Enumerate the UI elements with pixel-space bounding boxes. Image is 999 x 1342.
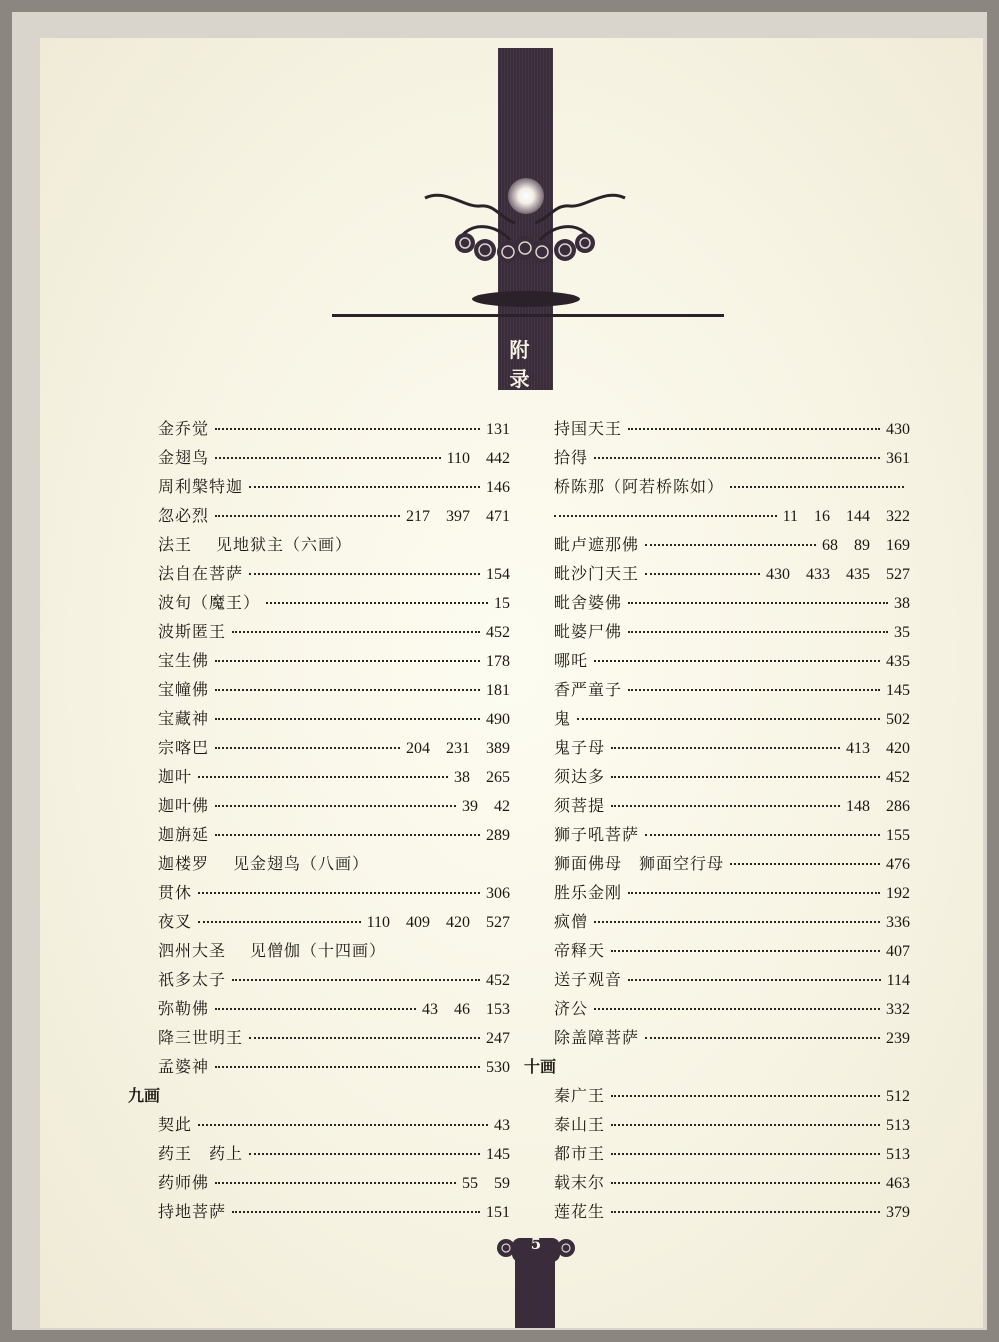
- dot-leader: [611, 950, 880, 952]
- dot-leader: [232, 1211, 480, 1213]
- dot-leader: [198, 776, 448, 778]
- dot-leader: [611, 747, 840, 749]
- entry-term: 载末尔: [554, 1173, 606, 1192]
- entry-page-numbers: 247: [486, 1030, 510, 1047]
- entry-term: 莲花生: [554, 1202, 606, 1221]
- index-entry: [158, 793, 510, 822]
- index-entry: [554, 822, 910, 851]
- entry-term: 毗卢遮那佛: [554, 535, 640, 554]
- entry-term: 桥陈那（阿若桥陈如）: [554, 477, 725, 496]
- entry-page-numbers: 490: [486, 711, 510, 728]
- entry-term: 毗舍婆佛: [554, 593, 623, 612]
- index-entry: [554, 1025, 910, 1054]
- entry-term: 秦广王: [554, 1086, 606, 1105]
- dot-leader: [594, 1008, 880, 1010]
- entry-page-numbers: 155: [886, 827, 910, 844]
- entry-term: 金翅鸟: [158, 448, 210, 467]
- entry-term: 泰山王: [554, 1115, 606, 1134]
- dot-leader: [611, 1182, 880, 1184]
- entry-page-numbers: 43 46 153: [421, 1001, 510, 1018]
- index-entry: [554, 648, 910, 677]
- index-entry: [158, 416, 510, 445]
- index-entry: [554, 880, 910, 909]
- index-entry: [554, 764, 910, 793]
- entry-page-numbers: 38 265: [453, 769, 510, 786]
- index-entry: [554, 561, 910, 590]
- entry-term: 鬼: [554, 709, 572, 728]
- entry-page-numbers: 39 42: [461, 798, 510, 815]
- entry-page-numbers: 145: [486, 1146, 510, 1163]
- entry-term: 帝释天: [554, 941, 606, 960]
- entry-page-numbers: 530: [486, 1059, 510, 1076]
- index-entry: [158, 445, 510, 474]
- entry-term: 送子观音: [554, 970, 623, 989]
- index-entry: [158, 532, 510, 561]
- dot-leader: [215, 428, 480, 430]
- index-entry: [554, 503, 910, 532]
- index-entry: [554, 735, 910, 764]
- entry-term: 宗喀巴: [158, 738, 210, 757]
- entry-page-numbers: 15: [494, 595, 510, 612]
- index-entry: [158, 1025, 510, 1054]
- dot-leader: [594, 921, 880, 923]
- dot-leader: [730, 863, 880, 865]
- index-column-right: [524, 416, 910, 1228]
- index-entry: [158, 1199, 510, 1228]
- dot-leader: [628, 631, 888, 633]
- entry-page-numbers: 131: [486, 421, 510, 438]
- entry-page-numbers: 178: [486, 653, 510, 670]
- entry-page-numbers: 151: [486, 1204, 510, 1221]
- page-number: 5: [530, 1235, 542, 1253]
- index-entry: [554, 445, 910, 474]
- entry-term: 契此: [158, 1115, 193, 1134]
- entry-term: 泗州大圣: [158, 941, 227, 960]
- entry-cross-reference: 见金翅鸟（八画）: [233, 854, 370, 873]
- entry-page-numbers: 430 433 435 527: [765, 566, 910, 583]
- entry-page-numbers: 43: [494, 1117, 510, 1134]
- entry-page-numbers: 146: [486, 479, 510, 496]
- entry-page-numbers: 379: [886, 1204, 910, 1221]
- entry-cross-reference: 见地狱主（六画）: [216, 535, 353, 554]
- entry-term: 持地菩萨: [158, 1202, 227, 1221]
- entry-page-numbers: 192: [886, 885, 910, 902]
- index-entry: [158, 909, 510, 938]
- index-entry: [554, 1083, 910, 1112]
- dot-leader: [249, 573, 480, 575]
- entry-page-numbers: 513: [886, 1117, 910, 1134]
- section-heading: 九画: [128, 1086, 161, 1105]
- index-entry: [554, 851, 910, 880]
- entry-term: 狮子吼菩萨: [554, 825, 640, 844]
- entry-term: 拾得: [554, 448, 589, 467]
- entry-term: 弥勒佛: [158, 999, 210, 1018]
- index-entry: [554, 938, 910, 967]
- page-title: 附录: [509, 338, 542, 391]
- entry-page-numbers: 452: [886, 769, 910, 786]
- dot-leader: [249, 1153, 480, 1155]
- index-entry: [158, 648, 510, 677]
- entry-page-numbers: 435: [886, 653, 910, 670]
- dot-leader: [611, 1211, 880, 1213]
- dot-leader: [215, 1182, 456, 1184]
- dot-leader: [232, 979, 480, 981]
- book-page: [40, 38, 983, 1328]
- entry-page-numbers: 204 231 389: [405, 740, 510, 757]
- dot-leader: [249, 486, 480, 488]
- entry-term: 都市王: [554, 1144, 606, 1163]
- entry-term: 须菩提: [554, 796, 606, 815]
- index-entry: [158, 619, 510, 648]
- entry-page-numbers: 336: [886, 914, 910, 931]
- index-entry: [554, 706, 910, 735]
- index-entry: [158, 880, 510, 909]
- dot-leader: [611, 1124, 880, 1126]
- entry-term: 毗沙门天王: [554, 564, 640, 583]
- entry-term: 孟婆神: [158, 1057, 210, 1076]
- entry-page-numbers: 55 59: [461, 1175, 510, 1192]
- dot-leader: [198, 1124, 488, 1126]
- index-entry: [554, 1112, 910, 1141]
- entry-page-numbers: 513: [886, 1146, 910, 1163]
- entry-term: 迦叶佛: [158, 796, 210, 815]
- entry-page-numbers: 289: [486, 827, 510, 844]
- index-entry: [158, 967, 510, 996]
- pearl-icon: [508, 178, 544, 214]
- index-entry: [158, 677, 510, 706]
- entry-term: 济公: [554, 999, 589, 1018]
- entry-term: 胜乐金刚: [554, 883, 623, 902]
- dot-leader: [215, 1008, 416, 1010]
- index-entry: [554, 1141, 910, 1170]
- index-entry: [554, 619, 910, 648]
- entry-term: 夜叉: [158, 912, 193, 931]
- index-entry: [554, 996, 910, 1025]
- dot-leader: [215, 834, 480, 836]
- index-entry: [158, 561, 510, 590]
- dot-leader: [611, 776, 880, 778]
- entry-term: 除盖障菩萨: [554, 1028, 640, 1047]
- entry-page-numbers: 306: [486, 885, 510, 902]
- entry-term: 宝藏神: [158, 709, 210, 728]
- pillar-ring: [472, 291, 580, 307]
- dot-leader: [628, 428, 880, 430]
- index-entry: [158, 938, 510, 967]
- dot-leader: [266, 602, 488, 604]
- entry-term: 迦叶: [158, 767, 193, 786]
- entry-term: 狮面佛母 狮面空行母: [554, 854, 725, 873]
- index-entry: [158, 1170, 510, 1199]
- dot-leader: [730, 486, 904, 488]
- entry-term: 迦楼罗: [158, 854, 210, 873]
- entry-term: 香严童子: [554, 680, 623, 699]
- dot-leader: [611, 1095, 880, 1097]
- page-frame: [12, 12, 987, 1330]
- index-entry: [554, 416, 910, 445]
- entry-page-numbers: 413 420: [845, 740, 910, 757]
- dot-leader: [611, 1153, 880, 1155]
- index-column-left: [128, 416, 510, 1228]
- index-entry: [158, 503, 510, 532]
- entry-page-numbers: 154: [486, 566, 510, 583]
- entry-term: 宝幢佛: [158, 680, 210, 699]
- entry-page-numbers: 502: [886, 711, 910, 728]
- entry-page-numbers: 361: [886, 450, 910, 467]
- section-heading: 十画: [524, 1057, 557, 1076]
- index-entry: [158, 590, 510, 619]
- index-entry: [554, 1170, 910, 1199]
- entry-term: 须达多: [554, 767, 606, 786]
- index-entry: [554, 793, 910, 822]
- entry-term: 鬼子母: [554, 738, 606, 757]
- entry-page-numbers: 68 89 169: [821, 537, 910, 554]
- index-entry: [158, 474, 510, 503]
- entry-page-numbers: 217 397 471: [405, 508, 510, 525]
- entry-term: 金乔觉: [158, 419, 210, 438]
- entry-term: 波斯匿王: [158, 622, 227, 641]
- entry-page-numbers: 35: [894, 624, 910, 641]
- index-entry: [158, 851, 510, 880]
- entry-term: 毗婆尸佛: [554, 622, 623, 641]
- index-entry: [554, 967, 910, 996]
- entry-page-numbers: 332: [886, 1001, 910, 1018]
- entry-term: 药师佛: [158, 1173, 210, 1192]
- entry-term: 忽必烈: [158, 506, 210, 525]
- entry-page-numbers: 430: [886, 421, 910, 438]
- dot-leader: [215, 660, 480, 662]
- entry-page-numbers: 452: [486, 624, 510, 641]
- entry-term: 祇多太子: [158, 970, 227, 989]
- index-entry: [158, 1054, 510, 1083]
- entry-term: 贯休: [158, 883, 193, 902]
- dot-leader: [577, 718, 880, 720]
- dot-leader: [628, 892, 880, 894]
- entry-cross-reference: 见僧伽（十四画）: [250, 941, 387, 960]
- entry-page-numbers: 145: [886, 682, 910, 699]
- entry-page-numbers: 239: [886, 1030, 910, 1047]
- entry-page-numbers: 452: [486, 972, 510, 989]
- dot-leader: [215, 805, 456, 807]
- entry-term: 疯僧: [554, 912, 589, 931]
- dot-leader: [215, 1066, 480, 1068]
- entry-page-numbers: 110 409 420 527: [366, 914, 510, 931]
- entry-page-numbers: 181: [486, 682, 510, 699]
- entry-page-numbers: 148 286: [845, 798, 910, 815]
- dot-leader: [628, 602, 888, 604]
- index-entry: [554, 1199, 910, 1228]
- dot-leader: [594, 660, 880, 662]
- index-entry: [158, 996, 510, 1025]
- dot-leader: [215, 457, 441, 459]
- index-entry: [554, 590, 910, 619]
- dot-leader: [215, 689, 480, 691]
- entry-term: 法王: [158, 535, 193, 554]
- index-entry: [158, 735, 510, 764]
- dot-leader: [198, 892, 480, 894]
- index-entry: [554, 677, 910, 706]
- index-entry: [158, 1112, 510, 1141]
- entry-term: 迦旃延: [158, 825, 210, 844]
- entry-term: 降三世明王: [158, 1028, 244, 1047]
- dot-leader: [198, 921, 361, 923]
- index-entry: [554, 909, 910, 938]
- entry-term: 持国天王: [554, 419, 623, 438]
- entry-page-numbers: 476: [886, 856, 910, 873]
- index-entry: [158, 706, 510, 735]
- dot-leader: [628, 689, 880, 691]
- entry-page-numbers: 38: [894, 595, 910, 612]
- entry-page-numbers: 407: [886, 943, 910, 960]
- dot-leader: [611, 805, 840, 807]
- dot-leader: [215, 747, 400, 749]
- entry-term: 法自在菩萨: [158, 564, 244, 583]
- dot-leader: [215, 718, 480, 720]
- dot-leader: [628, 979, 881, 981]
- entry-page-numbers: 11 16 144 322: [782, 508, 910, 525]
- dot-leader: [249, 1037, 480, 1039]
- entry-page-numbers: 463: [886, 1175, 910, 1192]
- dot-leader: [215, 515, 400, 517]
- entry-term: 哪吒: [554, 651, 589, 670]
- index-entry: [158, 764, 510, 793]
- entry-term: 波旬（魔王）: [158, 593, 261, 612]
- index-entry: [158, 1141, 510, 1170]
- entry-page-numbers: 114: [886, 972, 910, 989]
- dot-leader: [554, 515, 777, 517]
- entry-term: 宝生佛: [158, 651, 210, 670]
- entry-page-numbers: 512: [886, 1088, 910, 1105]
- header-rule: [332, 314, 724, 317]
- index-entry: [554, 532, 910, 561]
- dot-leader: [645, 834, 880, 836]
- dot-leader: [645, 544, 816, 546]
- dot-leader: [232, 631, 480, 633]
- entry-term: 药王 药上: [158, 1144, 244, 1163]
- entry-page-numbers: 110 442: [446, 450, 510, 467]
- dot-leader: [594, 457, 880, 459]
- entry-term: 周利槃特迦: [158, 477, 244, 496]
- dot-leader: [645, 1037, 880, 1039]
- index-entry: [554, 474, 910, 503]
- dot-leader: [645, 573, 760, 575]
- index-entry: [158, 822, 510, 851]
